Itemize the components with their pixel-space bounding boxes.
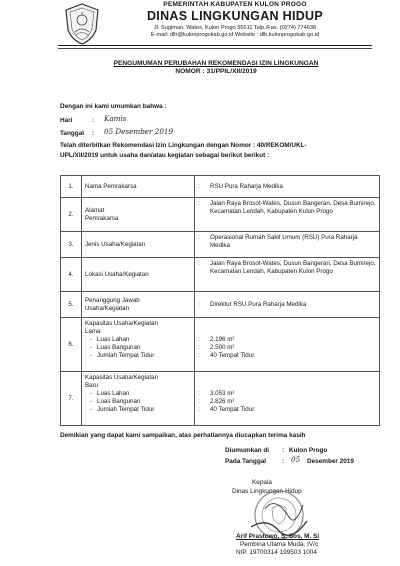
row-label: Nama Pemrakarsa [82,176,195,198]
statement-line: Telah diterbitkan Rekomendasi Izin Lingkungan dengan Nomor : 40/REKOM/UKL- [60,142,307,149]
recommendation-table [60,175,380,426]
signatory-title: Kepala [252,479,272,486]
issued-place-value: Kulon Progo [289,447,328,454]
label-line: Pemrakarsa [85,214,119,222]
office-address: Jl. Sugiman, Wates, Kulon Progo 55611 Telp./Fax. (0274) 774638 [153,25,317,31]
date-value: 05 Desember 2019 [104,127,174,136]
row-value: RSU Pura Raharja Medika [207,176,380,198]
label-line: Penanggung Jawab [85,296,140,304]
title-line: PENGUMUMAN PERUBAHAN REKOMENDASI IZIN LINGKUNGAN [113,60,319,67]
capacity-item: - Luas Lahan [89,335,130,343]
row-label [82,372,195,426]
capacity-value: 2.500 m² [210,343,235,351]
capacity-value: 2.826 m² [210,397,235,405]
table-row [61,318,380,372]
row-label: Jenis Usaha/Kegiatan [82,232,195,258]
row-separator: : : : [195,318,208,372]
capacity-item: - Jumlah Tempat Tidur [89,351,155,359]
row-value [207,372,380,426]
capacity-item: - Luas Bangunan [89,397,141,405]
statement-line: UPL/XII/2019 untuk usaha dan/atau kegiatan sebagai berikut berikut : [60,152,270,159]
closing-text: Demikian yang dapat kami sampaikan, atas perhatiannya diucapkan terima kasih [60,432,306,439]
government-name: PEMERINTAH KABUPATEN KULON PROGO [163,1,307,8]
label-line: Lama [85,327,101,335]
signatory-name: Arif Prastowo, S. Sos, M. Si [236,533,320,540]
issued-place-separator: : [282,447,285,454]
row-value: Jalan Raya Brosot-Wates, Dusun Bangeran, Desa Bumirejo, Kecamatan Lendah, Kabupaten Kulon Progo [207,258,380,292]
row-number: 3. [61,232,82,258]
department-name: DINAS LINGKUNGAN HIDUP [146,9,324,23]
signatory-rank: Pembina Utama Muda, IV/c [240,541,319,548]
table-row [61,198,380,232]
label-line: Usaha/Kegiatan [85,304,130,312]
row-separator: : [195,232,208,258]
table-row [61,292,380,318]
label-line: Kapasitas Usaha/Kegiatan [85,373,158,381]
capacity-value: 3.053 m² [210,389,235,397]
capacity-item: - Jumlah Tempat Tidur [89,405,155,413]
row-separator: : : : [195,372,208,426]
label-line: Alamat [85,206,105,214]
signatory-office: Dinas Lingkungan Hidup [232,488,302,495]
announcement-title [60,60,372,76]
issued-date-day: 05 [291,455,301,464]
row-value: Jalan Raya Brosot-Wates, Dusun Bangeran, Desa Bumirejo, Kecamatan Lendah, Kabupaten Kulon Progo [207,198,380,232]
date-separator: : [92,130,95,137]
row-separator: : [195,198,208,232]
row-value: Direktur RSU Pura Raharja Medika [207,292,380,318]
issued-date-label: Pada Tanggal [225,458,267,465]
row-number: 6. [61,318,82,372]
row-value [207,318,380,372]
row-number: 7. [61,372,82,426]
table-row [61,176,380,198]
row-label [82,318,195,372]
issued-date-rest: Desember 2019 [307,458,354,465]
capacity-value: 2.196 m² [210,335,235,343]
row-separator: : [195,258,208,292]
row-separator: : [195,176,208,198]
day-value: Kamis [104,114,127,123]
date-label: Tanggal [60,130,85,137]
letterhead-rule-thin [58,48,372,49]
capacity-value: 40 Tempat Tidur [210,405,255,413]
issued-date-separator: : [282,458,285,465]
label-line: Baru [85,381,99,389]
capacity-item: - Luas Bangunan [89,343,141,351]
office-contact: E-mail: dlh@kulonprogokab.go.id Website : dlh.kulonprogokab.go.id [150,32,320,38]
issued-place-label: Diumumkan di [225,447,270,454]
row-number: 1. [61,176,82,198]
day-label: Hari [60,117,73,124]
row-label [82,292,195,318]
row-label: Lokasi Usaha/Kegiatan [82,258,195,292]
table-row [61,258,380,292]
row-separator: : [195,292,208,318]
row-value: Operasional Rumah Sakit Umum (RSU) Pura Raharja Medika [207,232,380,258]
row-label [82,198,195,232]
signatory-nip: NIP. 19700314 199503 1004 [236,549,317,556]
letterhead-rule-thick [58,45,372,46]
row-number: 5. [61,292,82,318]
row-number: 2. [61,198,82,232]
table-row [61,372,380,426]
table-row [61,232,380,258]
day-separator: : [92,117,95,124]
capacity-value: 40 Tempat Tidur [210,351,255,359]
intro-text: Dengan ini kami umumkan bahwa : [60,103,167,110]
label-line: Kapasitas Usaha/Kegiatan [85,319,158,327]
capacity-item: - Luas Lahan [89,389,130,397]
letterhead [100,1,370,39]
regency-emblem-icon [62,2,102,46]
row-number: 4. [61,258,82,292]
announcement-number: NOMOR : 31/PPIL/XII/2019 [175,68,257,75]
